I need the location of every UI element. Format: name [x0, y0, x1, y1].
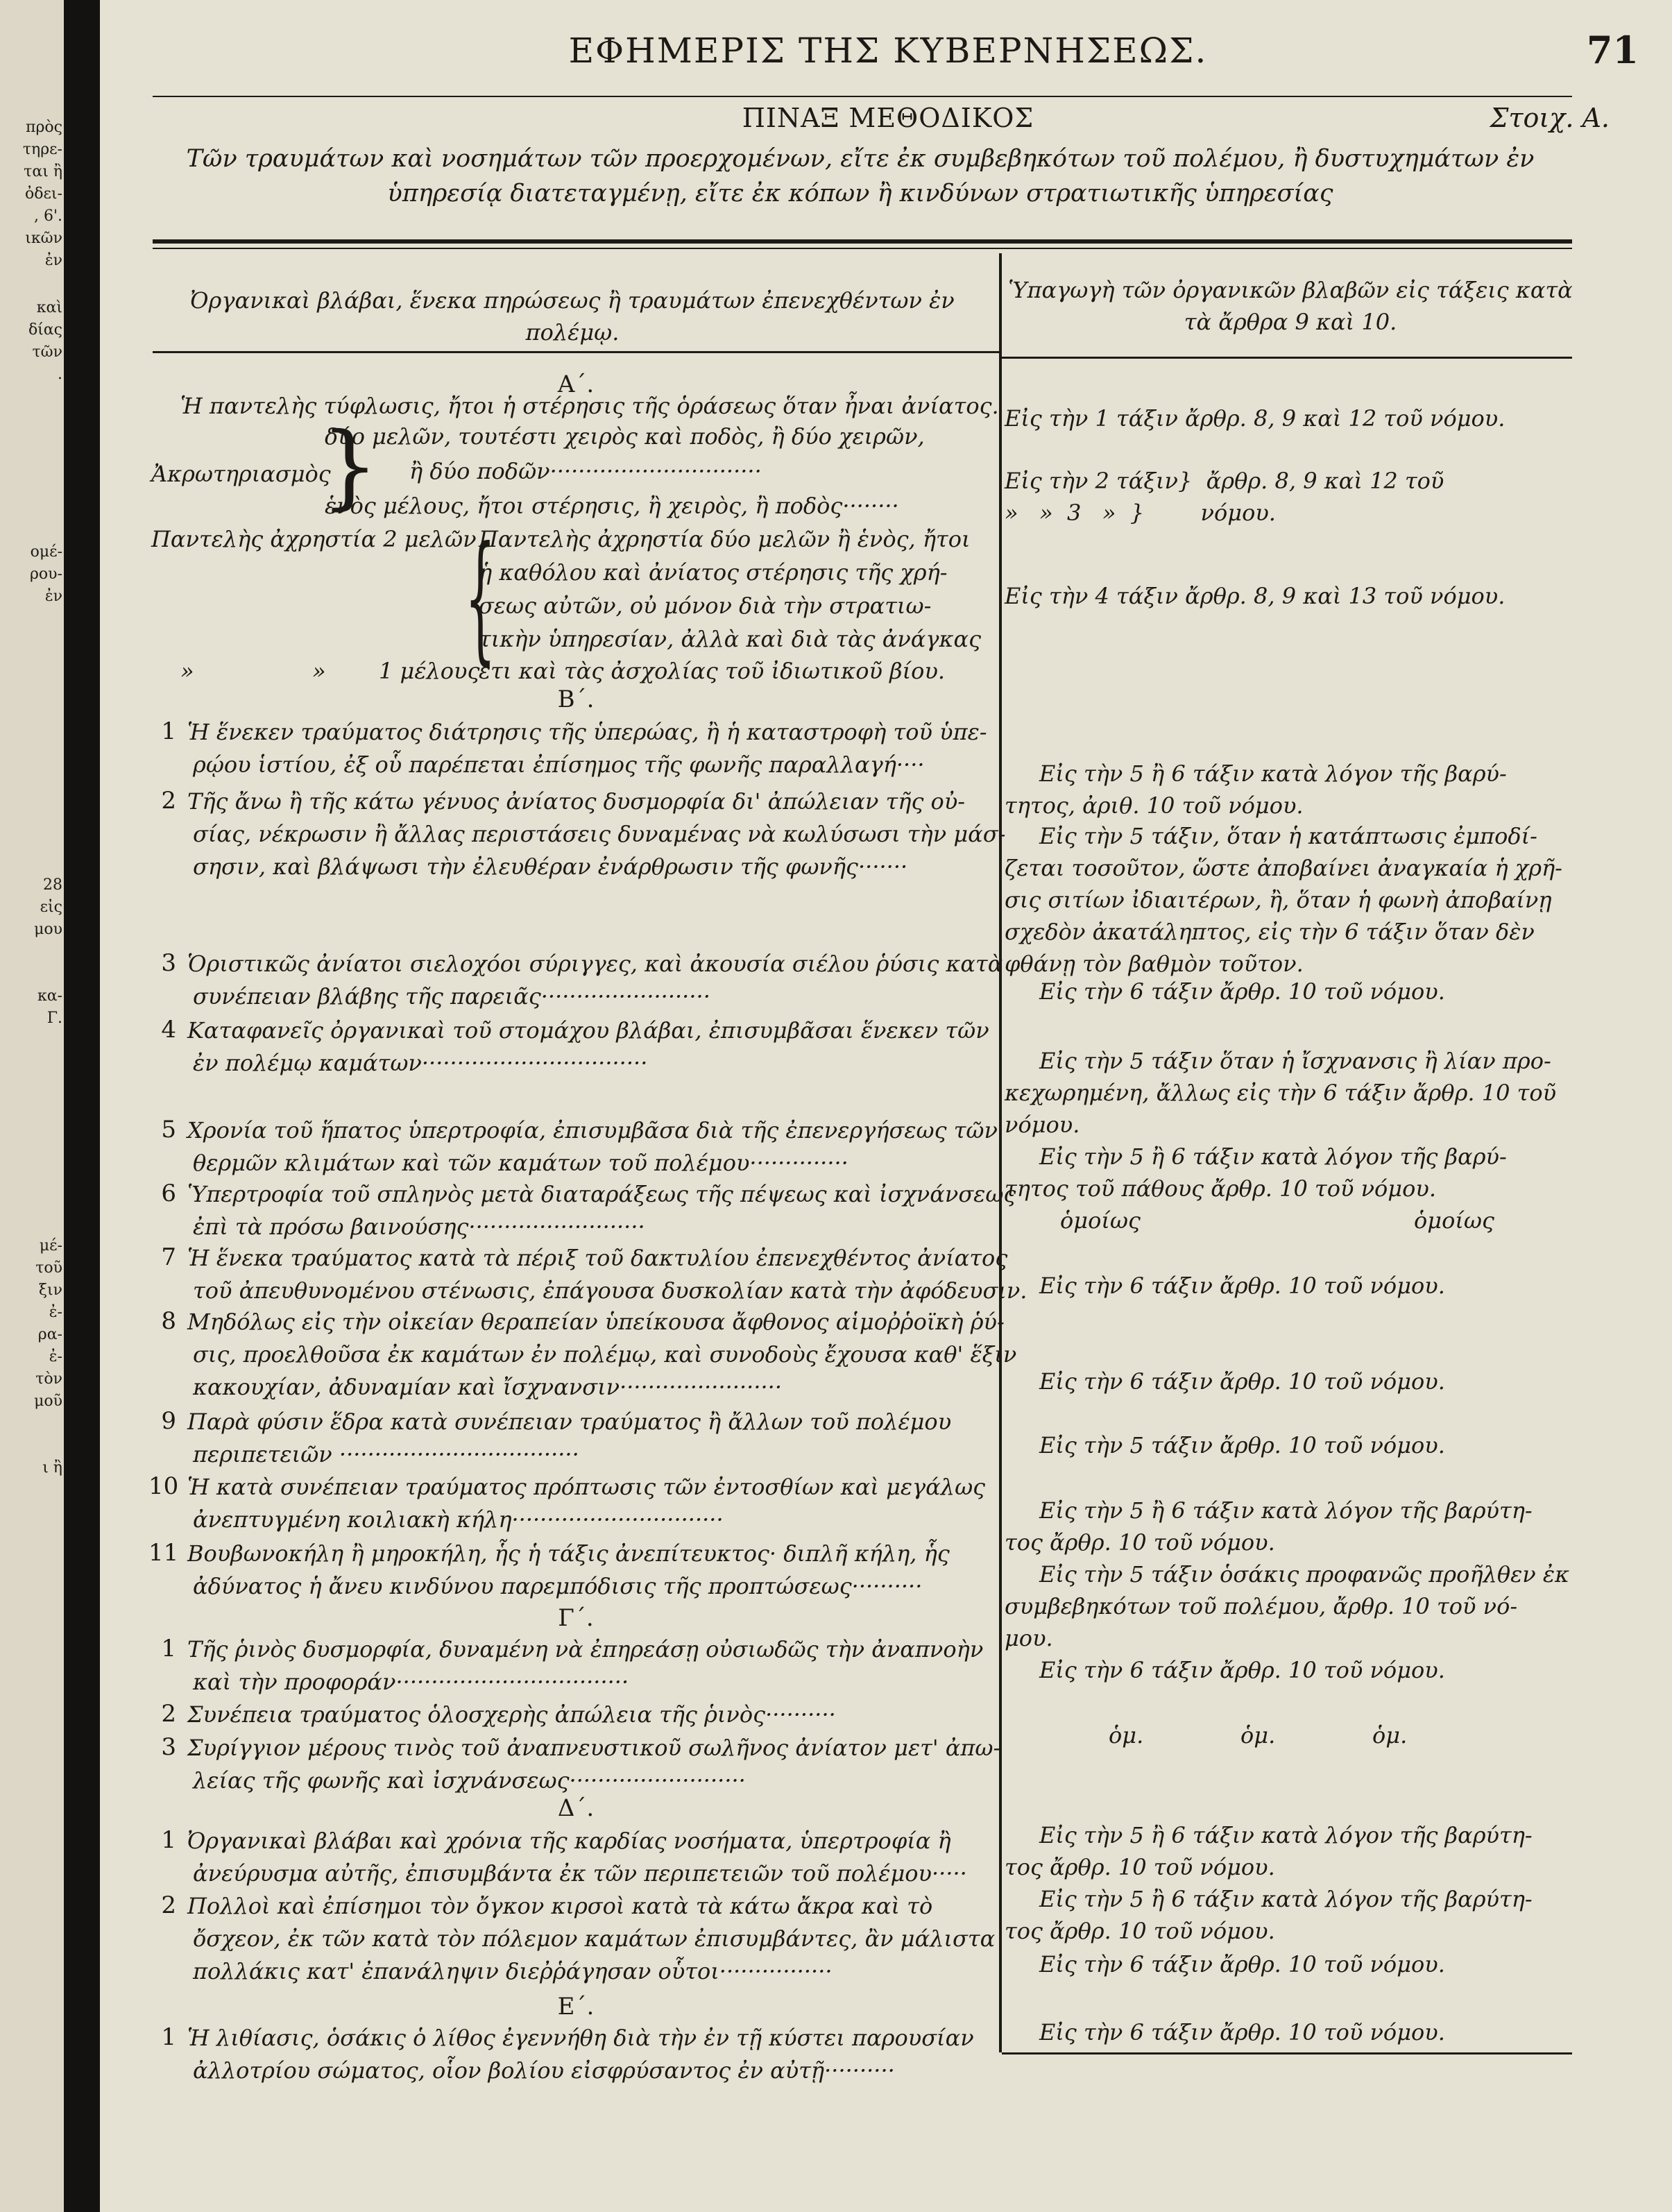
entry-line: σησιν, καὶ βλάψωσι τὴν ἐλευθέραν ἐνάρθρωσιν τῆς φωνῆς······· [193, 853, 908, 880]
previous-page-fragment: ρα- [37, 1326, 62, 1343]
previous-page-fragment: ἐν [44, 252, 62, 269]
entry-line: Χρονία τοῦ ἥπατος ὑπερτροφία, ἐπισυμβᾶσα διὰ τῆς ἐπενεργήσεως τῶν [187, 1117, 998, 1143]
column-header-left: Ὀργανικαὶ βλάβαι, ἕνεκα πηρώσεως ἢ τραυμάτων ἐπενεχθέντων ἐν πολέμῳ. [190, 287, 955, 346]
classification-line: » » 3 » } νόμου. [1005, 500, 1276, 526]
previous-page-fragment: 28 [43, 876, 62, 894]
previous-page-fragment: μοῦ [34, 1393, 62, 1410]
classification-line: ὁμοίως [1060, 1207, 1141, 1234]
entry-line: ἀλλοτρίου σώματος, οἷον βολίου εἰσφρύσαντος ἐν αὐτῇ·········· [193, 2057, 895, 2084]
classification-line: φθάνῃ τὸν βαθμὸν τοῦτον. [1005, 951, 1304, 977]
classification-line: Εἰς τὴν 1 τάξιν ἄρθρ. 8, 9 καὶ 12 τοῦ νόμου. [1005, 405, 1505, 432]
entry-number: 11 [148, 1539, 179, 1567]
classification-line: Εἰς τὴν 5 ἢ 6 τάξιν κατὰ λόγον τῆς βαρύτη- [1039, 1822, 1533, 1848]
entry-number: 2 [161, 1891, 176, 1919]
disability-line: Παντελὴς ἀχρηστία δύο μελῶν ἢ ἑνὸς, ἤτοι [479, 526, 971, 552]
entry-number: 4 [161, 1016, 176, 1044]
classification-line: Εἰς τὴν 5 ἢ 6 τάξιν κατὰ λόγον τῆς βαρύτη- [1039, 1497, 1533, 1524]
section-marker: Α΄. [557, 371, 595, 398]
entry-number: 1 [161, 717, 176, 745]
entry-line: Ἡ λιθίασις, ὁσάκις ὁ λίθος ἐγεννήθη διὰ τὴν ἐν τῇ κύστει παρουσίαν [187, 2025, 974, 2051]
classification-line: Εἰς τὴν 6 τάξιν ἄρθρ. 10 τοῦ νόμου. [1039, 1657, 1445, 1683]
entry-line: Ἡ κατὰ συνέπειαν τραύματος πρόπτωσις τῶν ἐντοσθίων καὶ μεγάλως [187, 1474, 986, 1500]
previous-page-fragment: τῶν [32, 343, 62, 361]
entry-number: 9 [161, 1407, 176, 1435]
entry-line: Ἡ παντελὴς τύφλωσις, ἤτοι ἡ στέρησις τῆς ὁράσεως ὅταν ἦναι ἀνίατος. [180, 393, 999, 419]
entry-number: 3 [161, 949, 176, 977]
previous-page-fragment: ρου- [30, 565, 62, 583]
entry-line: Ὀργανικαὶ βλάβαι καὶ χρόνια τῆς καρδίας νοσήματα, ὑπερτροφία ἢ [187, 1828, 951, 1854]
page [104, 0, 1672, 2212]
entry-line: κακουχίαν, ἀδυναμίαν καὶ ἴσχνανσιν······················· [193, 1374, 783, 1400]
classification-line: ὁμ. [1372, 1722, 1408, 1749]
entry-number: 5 [161, 1116, 176, 1143]
table-subtitle: Τῶν τραυμάτων καὶ νοσημάτων τῶν προερχομένων, εἴτε ἐκ συμβεβηκότων τοῦ πολέμου, ἢ δυστυχημάτων ἐν ὑπηρεσίᾳ διατεταγμένῃ, εἴτε ἐκ κόπων ἢ κινδύνων στρατιωτικῆς ὑπηρεσίας [186, 145, 1535, 207]
previous-page-fragment: καὶ [36, 299, 62, 316]
previous-page-fragment: ἐ- [49, 1304, 62, 1321]
classification-line: τος ἄρθρ. 10 τοῦ νόμου. [1005, 1529, 1275, 1556]
classification-line: Εἰς τὴν 5 τάξιν, ὅταν ἡ κατάπτωσις ἐμποδί- [1039, 823, 1537, 849]
entry-line: συνέπειαν βλάβης τῆς παρειᾶς························ [193, 983, 710, 1010]
entry-line: Ἡ ἕνεκα τραύματος κατὰ τὰ πέριξ τοῦ δακτυλίου ἐπενεχθέντος ἀνίατος [187, 1245, 1008, 1271]
entry-number: 10 [148, 1472, 179, 1500]
entry-number: 1 [161, 1635, 176, 1662]
column-header-rule-left [153, 351, 999, 353]
entry-line: ἀνεπτυγμένη κοιλιακὴ κήλη······························ [193, 1506, 724, 1533]
header-rule [153, 96, 1572, 97]
book-binding-gutter [64, 0, 100, 2212]
entry-line: ρῴου ἱστίου, ἐξ οὗ παρέπεται ἐπίσημος τῆς φωνῆς παραλλαγή···· [193, 751, 925, 778]
entry-line: σίας, νέκρωσιν ἢ ἄλλας περιστάσεις δυναμένας νὰ κωλύσωσι τὴν μάσ- [193, 821, 1006, 847]
entry-number: 1 [161, 1826, 176, 1854]
previous-page-fragment: κα- [37, 987, 62, 1005]
classification-line: Εἰς τὴν 6 τάξιν ἄρθρ. 10 τοῦ νόμου. [1039, 1368, 1445, 1395]
previous-page-fragment: μου [34, 921, 62, 938]
entry-number: 1 [161, 2023, 176, 2051]
amputation-brace: } [321, 413, 379, 520]
classification-line: συμβεβηκότων τοῦ πολέμου, ἄρθρ. 10 τοῦ νό- [1005, 1593, 1518, 1619]
entry-line: τοῦ ἀπευθυνομένου στένωσις, ἐπάγουσα δυσκολίαν κατὰ τὴν ἀφόδευσιν. [193, 1277, 1027, 1304]
classification-line: ὁμοίως [1414, 1207, 1494, 1234]
section-marker: Γ΄. [558, 1604, 594, 1632]
disability-line: ἡ καθόλου καὶ ἀνίατος στέρησις τῆς χρή- [479, 559, 948, 586]
entry-line: περιπετειῶν ·································· [193, 1441, 579, 1467]
disability-label-one: 1 μέλους [379, 658, 480, 684]
disability-line: ἔτι καὶ τὰς ἀσχολίας τοῦ ἰδιωτικοῦ βίου. [479, 658, 946, 684]
entry-line: Ἡ ἕνεκεν τραύματος διάτρησις τῆς ὑπερώας, ἢ ἡ καταστροφὴ τοῦ ὑπε- [187, 719, 987, 745]
entry-line: ἀδύνατος ἡ ἄνευ κινδύνου παρεμπόδισις τῆς προπτώσεως·········· [193, 1573, 923, 1599]
classification-line: Εἰς τὴν 6 τάξιν ἄρθρ. 10 τοῦ νόμου. [1039, 978, 1445, 1005]
entry-line: πολλάκις κατ' ἐπανάληψιν διεῤῥάγησαν οὗτοι················ [193, 1958, 833, 1984]
classification-line: Εἰς τὴν 6 τάξιν ἄρθρ. 10 τοῦ νόμου. [1039, 2019, 1445, 2045]
classification-line: νόμου. [1005, 1112, 1080, 1138]
column-divider [999, 253, 1002, 2052]
classification-line: τος ἄρθρ. 10 τοῦ νόμου. [1005, 1854, 1275, 1880]
classification-line: ὁμ. [1109, 1722, 1144, 1749]
entry-line: καὶ τὴν προφοράν································· [193, 1669, 629, 1695]
classification-line: Εἰς τὴν 5 ἢ 6 τάξιν κατὰ λόγον τῆς βαρύτη- [1039, 1886, 1533, 1912]
entry-line: Τῆς ῥινὸς δυσμορφία, δυναμένη νὰ ἐπηρεάσῃ οὐσιωδῶς τὴν ἀναπνοὴν [187, 1636, 984, 1662]
previous-page-fragment: τοῦ [35, 1259, 62, 1277]
entry-line: σις, προελθοῦσα ἐκ καμάτων ἐν πολέμῳ, καὶ συνοδοὺς ἔχουσα καθ' ἕξιν [193, 1341, 1017, 1368]
previous-page-fragment: ται ἢ [24, 163, 62, 180]
amputation-line: δύο μελῶν, τουτέστι χειρὸς καὶ ποδὸς, ἢ δύο χειρῶν, [325, 423, 925, 450]
ditto-mark: » [312, 658, 326, 684]
column-header-right: Ὑπαγωγὴ τῶν ὀργανικῶν βλαβῶν εἰς τάξεις κατὰ τὰ ἄρθρα 9 καὶ 10. [1008, 277, 1573, 335]
entry-line: Συνέπεια τραύματος ὁλοσχερὴς ἀπώλεια τῆς ῥινὸς·········· [187, 1701, 836, 1728]
disability-label-two: Παντελὴς ἀχρηστία 2 μελῶν [151, 526, 477, 552]
entry-line: λείας τῆς φωνῆς καὶ ἰσχνάνσεως························· [193, 1767, 746, 1794]
classification-line: Εἰς τὴν 6 τάξιν ἄρθρ. 10 τοῦ νόμου. [1039, 1951, 1445, 1977]
table-top-rule [153, 239, 1572, 244]
entry-number: 6 [161, 1180, 176, 1207]
classification-line: σις σιτίων ἰδιαιτέρων, ἢ, ὅταν ἡ φωνὴ ἀποβαίνῃ [1005, 887, 1552, 913]
ditto-mark: » [180, 658, 194, 684]
table-bottom-rule-right [1002, 2052, 1572, 2054]
entry-number: 2 [161, 1700, 176, 1728]
previous-page-fragment: μέ- [39, 1237, 62, 1254]
entry-line: ἐν πολέμῳ καμάτων································ [193, 1050, 648, 1076]
classification-line: Εἰς τὴν 5 τάξιν ὅταν ἡ ἴσχνανσις ἢ λίαν προ- [1039, 1048, 1551, 1074]
previous-page-fragment: τηρε- [22, 141, 62, 158]
disability-line: σεως αὐτῶν, οὐ μόνον διὰ τὴν στρατιω- [479, 593, 932, 619]
previous-page-fragment: . [58, 366, 62, 383]
entry-number: 7 [161, 1243, 176, 1271]
previous-page-fragment: τὸν [35, 1370, 62, 1388]
classification-line: Εἰς τὴν 5 τάξιν ὁσάκις προφανῶς προῆλθεν ἐκ [1039, 1561, 1570, 1588]
entry-line: Βουβωνοκήλη ἢ μηροκήλη, ἧς ἡ τάξις ἀνεπίτευκτος· διπλῆ κήλη, ἧς [187, 1540, 950, 1567]
section-marker: Β΄. [557, 686, 595, 713]
classification-line: ζεται τοσοῦτον, ὥστε ἀποβαίνει ἀναγκαία ἡ χρῆ- [1005, 855, 1562, 881]
table-top-rule-thin [153, 248, 1572, 249]
entry-line: Πολλοὶ καὶ ἐπίσημοι τὸν ὄγκον κιρσοὶ κατὰ τὰ κάτω ἄκρα καὶ τὸ [187, 1893, 933, 1919]
entry-line: ὄσχεον, ἐκ τῶν κατὰ τὸν πόλεμον καμάτων ἐπισυμβάντες, ἂν μάλιστα [193, 1925, 996, 1952]
amputation-line: ἢ δύο ποδῶν······························ [409, 458, 762, 484]
entry-number: 2 [161, 787, 176, 815]
classification-line: τος ἄρθρ. 10 τοῦ νόμου. [1005, 1918, 1275, 1944]
journal-title: ΕΦΗΜΕΡΙΣ ΤΗΣ ΚΥΒΕΡΝΗΣΕΩΣ. [568, 31, 1208, 71]
entry-line: Ὑπερτροφία τοῦ σπληνὸς μετὰ διαταράξεως τῆς πέψεως καὶ ἰσχνάνσεως [187, 1181, 1016, 1207]
classification-line: Εἰς τὴν 2 τάξιν} ἄρθρ. 8, 9 καὶ 12 τοῦ [1005, 468, 1444, 494]
amputation-label: Ἀκρωτηριασμὸς [151, 461, 331, 487]
entry-line: Καταφανεῖς ὀργανικαὶ τοῦ στομάχου βλάβαι, ἐπισυμβᾶσαι ἕνεκεν τῶν [187, 1017, 989, 1044]
entry-line: ἀνεύρυσμα αὐτῆς, ἐπισυμβάντα ἐκ τῶν περιπετειῶν τοῦ πολέμου····· [193, 1860, 967, 1887]
amputation-line: ἑνὸς μέλους, ἤτοι στέρησις, ἢ χειρὸς, ἢ ποδὸς········ [325, 493, 899, 519]
disability-line: τικὴν ὑπηρεσίαν, ἀλλὰ καὶ διὰ τὰς ἀνάγκας [479, 626, 982, 652]
entry-number: 8 [161, 1307, 176, 1335]
previous-page-fragment: ἐ- [49, 1348, 62, 1366]
classification-line: τητος τοῦ πάθους ἄρθρ. 10 τοῦ νόμου. [1005, 1175, 1436, 1202]
previous-page-fragment: εἰς [40, 899, 62, 916]
classification-line: τητος, ἀριθ. 10 τοῦ νόμου. [1005, 792, 1304, 819]
classification-line: ὁμ. [1240, 1722, 1276, 1749]
disability-brace: { [465, 517, 496, 679]
classification-line: Εἰς τὴν 5 ἢ 6 τάξιν κατὰ λόγον τῆς βαρύ- [1039, 760, 1507, 787]
column-header-rule-right [1002, 357, 1572, 359]
entry-line: Τῆς ἄνω ἢ τῆς κάτω γένυος ἀνίατος δυσμορφία δι' ἀπώλειαν τῆς οὐ- [187, 788, 966, 815]
entry-line: Μηδόλως εἰς τὴν οἰκείαν θεραπείαν ὑπείκουσα ἄφθονος αἱμοῤῥοϊκὴ ῥύ- [187, 1309, 1005, 1335]
previous-page-fragment: Γ. [46, 1010, 62, 1027]
previous-page-fragment: , 6'. [33, 207, 62, 225]
previous-page-fragment: ομέ- [30, 543, 62, 561]
table-stoich-label: Στοιχ. Α. [1490, 103, 1610, 133]
classification-line: σχεδὸν ἀκατάληπτος, εἰς τὴν 6 τάξιν ὅταν δὲν [1005, 919, 1535, 945]
entry-line: Συρίγγιον μέρους τινὸς τοῦ ἀναπνευστικοῦ σωλῆνος ἀνίατον μετ' ἀπω- [187, 1735, 1001, 1761]
previous-page-fragment: ι ἢ [42, 1459, 62, 1477]
page-number: 71 [1586, 28, 1639, 72]
classification-line: κεχωρημένη, ἄλλως εἰς τὴν 6 τάξιν ἄρθρ. 10 τοῦ [1005, 1080, 1557, 1106]
classification-line: Εἰς τὴν 5 τάξιν ἄρθρ. 10 τοῦ νόμου. [1039, 1432, 1445, 1458]
previous-page-fragment: ὀδει- [25, 185, 62, 203]
table-title: ΠΙΝΑΞ ΜΕΘΟΔΙΚΟΣ [742, 103, 1034, 133]
entry-line: Παρὰ φύσιν ἕδρα κατὰ συνέπειαν τραύματος ἢ ἄλλων τοῦ πολέμου [187, 1409, 952, 1435]
entry-line: Ὁριστικῶς ἀνίατοι σιελοχόοι σύριγγες, καὶ ἀκουσία σιέλου ῥύσις κατὰ [187, 951, 1003, 977]
previous-page-fragment: ξιν [38, 1282, 62, 1299]
previous-page-fragment: ικῶν [25, 230, 62, 247]
entry-line: ἐπὶ τὰ πρόσω βαινούσης························· [193, 1214, 645, 1240]
entry-number: 3 [161, 1733, 176, 1761]
previous-page-fragment: δίας [28, 321, 62, 339]
classification-line: Εἰς τὴν 4 τάξιν ἄρθρ. 8, 9 καὶ 13 τοῦ νόμου. [1005, 583, 1505, 609]
classification-line: Εἰς τὴν 6 τάξιν ἄρθρ. 10 τοῦ νόμου. [1039, 1273, 1445, 1299]
section-marker: Δ΄. [557, 1794, 595, 1822]
section-marker: Ε΄. [557, 1993, 595, 2020]
classification-line: μου. [1005, 1625, 1053, 1651]
previous-page-fragment: ἐν [44, 588, 62, 605]
previous-page-fragment: πρὸς [26, 119, 62, 136]
classification-line: Εἰς τὴν 5 ἢ 6 τάξιν κατὰ λόγον τῆς βαρύ- [1039, 1143, 1507, 1170]
entry-line: θερμῶν κλιμάτων καὶ τῶν καμάτων τοῦ πολέμου·············· [193, 1150, 848, 1176]
